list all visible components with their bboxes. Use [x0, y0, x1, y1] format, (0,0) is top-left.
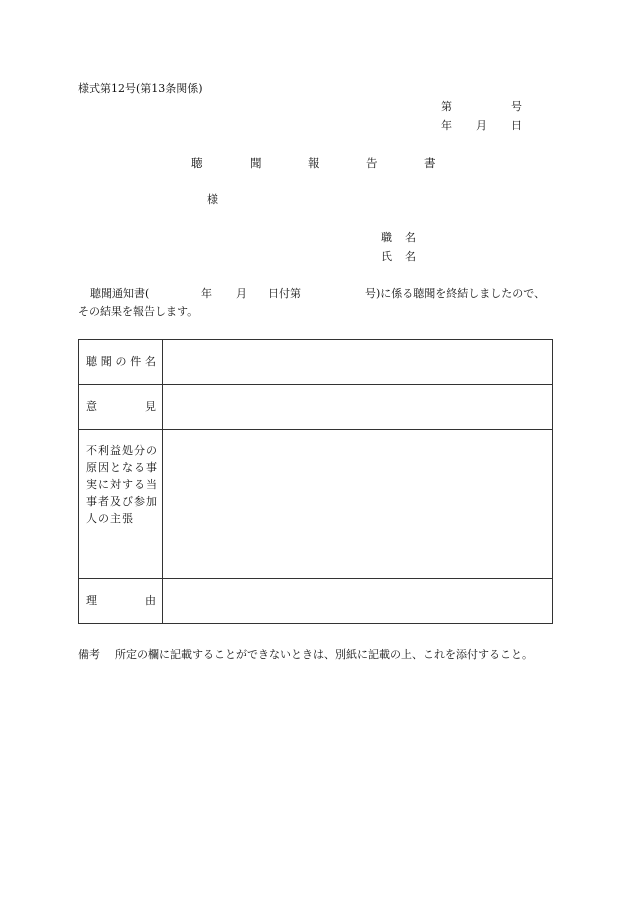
- opinion-label: [79, 399, 162, 415]
- opinion-label-cell: [79, 385, 163, 430]
- name-label-char: 名: [405, 250, 416, 263]
- opinion-value-cell[interactable]: [163, 385, 553, 430]
- date-day-label: 日: [511, 119, 522, 132]
- position-label-char: 名: [405, 231, 416, 244]
- label-char: 名: [145, 355, 156, 368]
- label-char: 見: [145, 400, 156, 413]
- body-text-line2: その結果を報告します。: [78, 305, 199, 318]
- claims-label-cell: [79, 430, 163, 579]
- form-number: 様式第12号(第13条関係): [78, 82, 203, 95]
- body-text-start: 聴聞通知書(: [90, 287, 150, 300]
- hearing-subject-value-cell[interactable]: [163, 340, 553, 385]
- label-char: 理: [86, 594, 97, 607]
- title-char: 書: [424, 156, 436, 170]
- table-row: [79, 579, 553, 624]
- document-number-suffix: 号: [511, 100, 522, 113]
- body-text-end: 号)に係る聴聞を終結しましたので、: [365, 287, 546, 300]
- reason-label: [79, 593, 162, 609]
- note-label: 備考: [78, 648, 100, 661]
- title-char: 報: [308, 156, 320, 170]
- note-text: 所定の欄に記載することができないときは、別紙に記載の上、これを添付すること。: [115, 648, 533, 661]
- document-number-prefix: 第: [441, 100, 452, 113]
- addressee-suffix: 様: [207, 193, 218, 206]
- label-char: 件: [130, 355, 142, 368]
- label-char: 意: [86, 400, 97, 413]
- label-char: 聴: [86, 355, 97, 368]
- name-label-char: 氏: [381, 250, 392, 263]
- table-row: [79, 340, 553, 385]
- hearing-subject-label-cell: [79, 340, 163, 385]
- body-day-number-label: 日付第: [268, 287, 301, 300]
- body-month-label: 月: [236, 287, 247, 300]
- table-row: [79, 385, 553, 430]
- label-char: の: [115, 355, 127, 368]
- label-char: 聞: [100, 355, 112, 368]
- title-char: 聞: [250, 156, 262, 170]
- label-char: 由: [145, 594, 156, 607]
- reason-value-cell[interactable]: [163, 579, 553, 624]
- title-char: 告: [366, 156, 378, 170]
- body-year-label: 年: [201, 287, 212, 300]
- position-label-char: 職: [381, 231, 392, 244]
- claims-value-cell[interactable]: [163, 430, 553, 579]
- reason-label-cell: [79, 579, 163, 624]
- date-month-label: 月: [476, 119, 487, 132]
- date-year-label: 年: [441, 119, 452, 132]
- title-char: 聴: [191, 156, 203, 170]
- hearing-report-table: [78, 339, 553, 624]
- claims-label: 不利益処分の原因となる事実に対する当事者及び参加人の主張: [86, 444, 158, 525]
- table-row: [79, 430, 553, 579]
- hearing-subject-label: [79, 354, 162, 370]
